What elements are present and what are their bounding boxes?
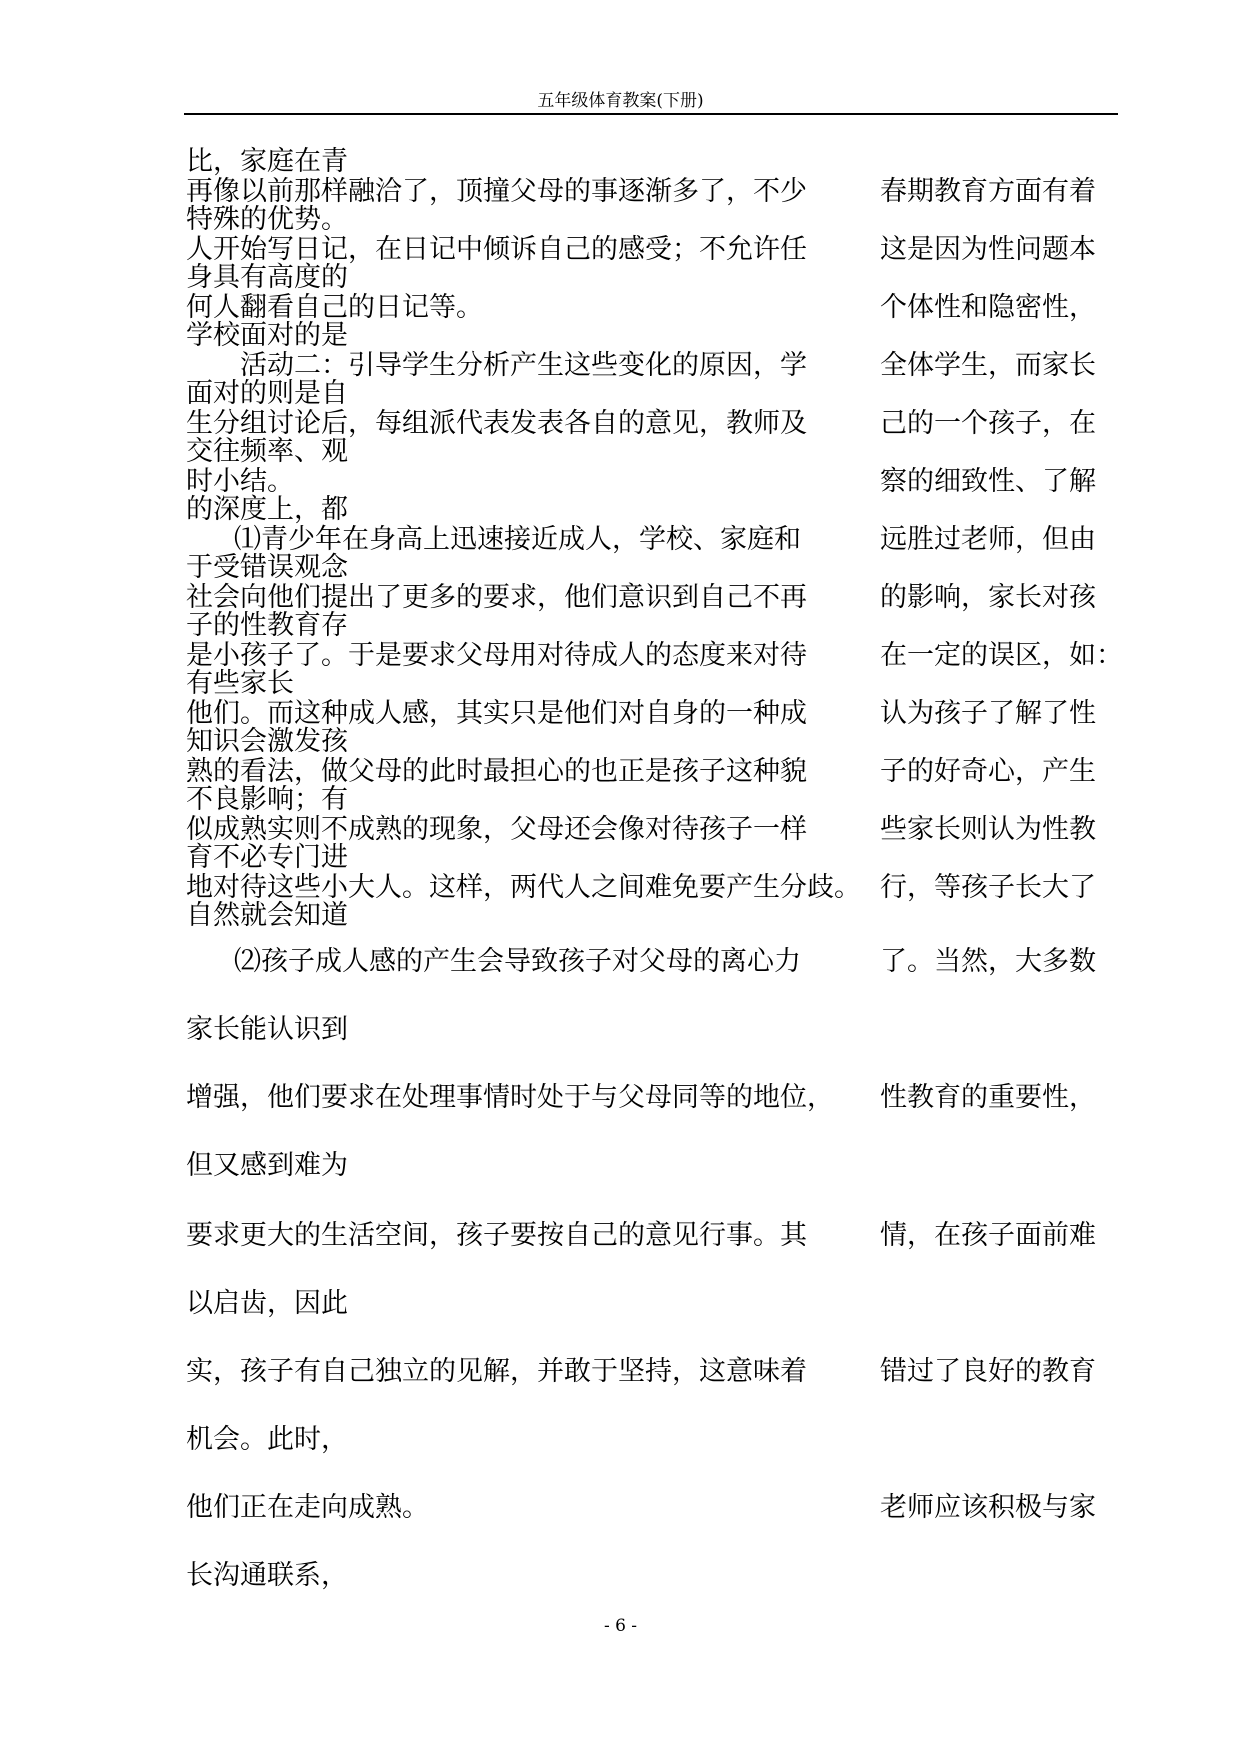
- text-line: 特殊的优势。: [186, 204, 348, 235]
- text-line: 育不必专门进: [186, 842, 348, 873]
- text-line: 春期教育方面有着: [880, 176, 1096, 207]
- text-line: 何人翻看自己的日记等。: [186, 292, 483, 323]
- text-line: 子的好奇心，产生: [880, 756, 1096, 787]
- text-line: 再像以前那样融洽了，顶撞父母的事逐渐多了，不少: [186, 176, 807, 207]
- text-line: 但又感到难为: [186, 1150, 348, 1181]
- text-line: ⑴青少年在身高上迅速接近成人，学校、家庭和: [234, 524, 801, 555]
- text-line: 自然就会知道: [186, 900, 348, 931]
- text-line: 性教育的重要性，: [880, 1082, 1096, 1113]
- text-line: 机会。此时，: [186, 1424, 348, 1455]
- text-line: ⑵孩子成人感的产生会导致孩子对父母的离心力: [234, 946, 801, 977]
- text-line: 学校面对的是: [186, 320, 348, 351]
- text-line: 己的一个孩子，在: [880, 408, 1096, 439]
- text-line: 了。当然，大多数: [880, 946, 1096, 977]
- text-line: 以启齿，因此: [186, 1288, 348, 1319]
- page-header-title: 五年级体育教案(下册): [537, 91, 704, 111]
- text-line: 子的性教育存: [186, 610, 348, 641]
- text-line: 远胜过老师，但由: [880, 524, 1096, 555]
- text-line: 情，在孩子面前难: [880, 1220, 1096, 1251]
- text-line: 比，家庭在青: [186, 146, 348, 177]
- text-line: 熟的看法，做父母的此时最担心的也正是孩子这种貌: [186, 756, 807, 787]
- text-line: 人开始写日记，在日记中倾诉自己的感受；不允许任: [186, 234, 807, 265]
- text-line: 面对的则是自: [186, 378, 348, 409]
- text-line: 有些家长: [186, 668, 294, 699]
- text-line: 生分组讨论后，每组派代表发表各自的意见，教师及: [186, 408, 807, 439]
- text-line: 身具有高度的: [186, 262, 348, 293]
- text-line: 要求更大的生活空间，孩子要按自己的意见行事。其: [186, 1220, 807, 1251]
- text-line: 行，等孩子长大了: [880, 872, 1096, 903]
- text-line: 实，孩子有自己独立的见解，并敢于坚持，这意味着: [186, 1356, 807, 1387]
- text-line: 在一定的误区，如：: [880, 640, 1123, 671]
- text-line: 增强，他们要求在处理事情时处于与父母同等的地位，: [186, 1082, 834, 1113]
- text-line: 他们。而这种成人感，其实只是他们对自身的一种成: [186, 698, 807, 729]
- text-line: 认为孩子了解了性: [880, 698, 1096, 729]
- text-line: 察的细致性、了解: [880, 466, 1096, 497]
- text-line: 地对待这些小大人。这样，两代人之间难免要产生分歧。: [186, 872, 861, 903]
- header-rule: [184, 113, 1118, 115]
- text-line: 些家长则认为性教: [880, 814, 1096, 845]
- text-line: 个体性和隐密性，: [880, 292, 1096, 323]
- page-number: - 6 -: [603, 1616, 638, 1636]
- text-line: 是小孩子了。于是要求父母用对待成人的态度来对待: [186, 640, 807, 671]
- text-line: 老师应该积极与家: [880, 1492, 1096, 1523]
- text-line: 交往频率、观: [186, 436, 348, 467]
- text-line: 不良影响；有: [186, 784, 348, 815]
- text-line: 社会向他们提出了更多的要求，他们意识到自己不再: [186, 582, 807, 613]
- text-line: 的影响，家长对孩: [880, 582, 1096, 613]
- text-line: 似成熟实则不成熟的现象，父母还会像对待孩子一样: [186, 814, 807, 845]
- text-line: 的深度上，都: [186, 494, 348, 525]
- text-line: 他们正在走向成熟。: [186, 1492, 429, 1523]
- text-line: 错过了良好的教育: [880, 1356, 1096, 1387]
- text-line: 时小结。: [186, 466, 294, 497]
- text-line: 全体学生，而家长: [880, 350, 1096, 381]
- text-line: 这是因为性问题本: [880, 234, 1096, 265]
- text-line: 长沟通联系，: [186, 1560, 348, 1591]
- text-line: 家长能认识到: [186, 1014, 348, 1045]
- text-line: 活动二：引导学生分析产生这些变化的原因，学: [240, 350, 807, 381]
- text-line: 于受错误观念: [186, 552, 348, 583]
- text-line: 知识会激发孩: [186, 726, 348, 757]
